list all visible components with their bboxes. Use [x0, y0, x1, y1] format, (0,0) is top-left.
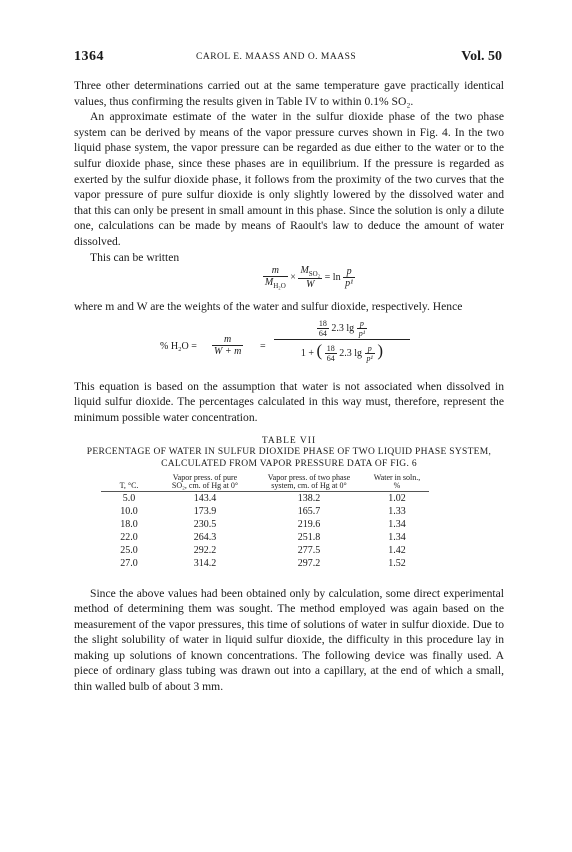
table-row [101, 505, 429, 518]
eq2-big-fraction [274, 319, 410, 363]
fraction-m-over-mh2o [263, 265, 288, 290]
eq2-den-p: p [365, 344, 375, 354]
raoult-equation [114, 265, 504, 299]
column-header: Vapor press. of two phase system, cm. of Hg at 0° [267, 472, 351, 490]
table-caption-line2: CALCULATED FROM VAPOR PRESSURE DATA OF FIG. 6 [161, 459, 417, 469]
eq2-wm: W + m [214, 345, 242, 357]
eq2-lhs: % H₂O = [160, 340, 197, 352]
table-cell: 1.34 [388, 518, 406, 530]
table-cell: 277.5 [297, 544, 321, 556]
eq2-num-64: 64 [318, 328, 327, 338]
table-caption-line1: PERCENTAGE OF WATER IN SULFUR DIOXIDE PHASE OF TWO LIQUID PHASE SYSTEM, [86, 446, 492, 457]
table-cell: 173.9 [193, 505, 217, 517]
fraction-p-over-p1 [343, 266, 355, 289]
eq2-numerator [274, 319, 410, 340]
table-cell: 165.7 [297, 505, 321, 517]
table-cell: 27.0 [120, 557, 138, 569]
table-cell: 1.02 [388, 492, 406, 504]
eq1-p: p [343, 266, 355, 278]
table-cell: 5.0 [122, 492, 136, 504]
eq1-w: W [306, 279, 315, 291]
fraction-m-over-wm [212, 334, 243, 357]
eq2-num-p1: p¹ [358, 328, 366, 338]
table-cell: 10.0 [120, 505, 138, 517]
eq2-num-18: 18 [318, 318, 327, 328]
page-number: 1364 [74, 49, 104, 64]
table-row [101, 531, 429, 544]
fraction-mso2-over-w [298, 265, 322, 290]
table-cell: 18.0 [120, 518, 138, 530]
table-cell: 22.0 [120, 531, 138, 543]
paragraph-6: Since the above values had been obtained only by calculation, some direct experimental method of determining them was sought. The method employed was again based on the measurement of the vapor pressures, this time of solutions of water in sulfur dioxide. Due to the slight solubility of water in liquid sulfur dioxide, the difficulty in this procedure lay in making up solutions of known concentrations. The following device was finally used. A piece of ordinary glass tubing was drawn out into a capillary, at the end of which a small, thin walled bulb of about 3 mm. [74, 586, 504, 694]
volume-label: Vol. 50 [461, 49, 502, 64]
paragraph-3: This can be written [90, 250, 180, 264]
eq1-mh2o: $M_{H_2O}$ [264, 277, 286, 291]
eq2-den-p1: p¹ [366, 353, 373, 363]
column-header: T, °C. [119, 481, 139, 490]
eq2-num-p: p [357, 319, 367, 329]
paragraph-5: This equation is based on the assumption that water is not associated when dissolved in liquid sulfur dioxide. The percentages calculated in this way must, therefore, represent the minimum possible water concentration. [74, 379, 504, 424]
eq2-den-lg: 2.3 lg [339, 347, 362, 359]
table-cell: 1.34 [388, 531, 406, 543]
table-cell: 138.2 [297, 492, 321, 504]
table-cell: 292.2 [193, 544, 217, 556]
water-percentage-equation [74, 317, 504, 379]
eq1-times: × [290, 271, 296, 283]
table-cell: 264.3 [193, 531, 217, 543]
running-header [74, 49, 502, 71]
table-cell: 251.8 [297, 531, 321, 543]
column-header: Water in soln., % [373, 472, 421, 490]
eq1-equals-ln: = ln [324, 271, 341, 283]
column-header: Vapor press. of pure SO₂, cm. of Hg at 0° [171, 472, 239, 490]
table-title: TABLE VII [261, 435, 317, 446]
paragraph-1: Three other determinations carried out at the same temperature gave practically identical values, thus confirming the results given in Table IV to within 0.1% SO₂. [74, 79, 504, 108]
table-cell: 219.6 [297, 518, 321, 530]
eq2-denominator: 1 + ( $\frac{18}{64}$ 2.3 lg $\frac{p}{\text{p¹}}$ ) [300, 340, 384, 363]
table-cell: 1.52 [388, 557, 406, 569]
table-cell: 143.4 [193, 492, 217, 504]
eq1-p1: p¹ [345, 278, 354, 290]
running-authors: CAROL E. MAASS AND O. MAASS [196, 52, 357, 62]
table-cell: 297.2 [297, 557, 321, 569]
eq1-mso2: $M_{SO_2}$ [300, 265, 321, 279]
table-cell: 1.33 [388, 505, 406, 517]
table-header-row [101, 474, 429, 492]
table-row [101, 491, 429, 505]
article-body [74, 78, 504, 695]
paragraph-2: An approximate estimate of the water in the sulfur dioxide phase of the two phase system can be derived by means of the vapor pressure curves shown in Fig. 4. In the two liquid phase system, the vapor pressure can be regarded as due either to the water or to the sulfur dioxide phase, since these phases are in equilibrium. If the pressure is regarded as exerted by the sulfur dioxide phase, it follows from the proximity of the two curves that the vapor pressure of pure sulfur dioxide is only slightly lowered by the dissolved water and that this can only be present in small amount in this phase. Since the solution is only a dilute one, calculations can be made by means of Raoult's law to deduce the amount of water dissolved. [74, 110, 504, 248]
eq2-den-one-plus: 1 + [300, 347, 315, 359]
eq2-num-lg: 2.3 lg [331, 322, 355, 334]
table-row [101, 557, 429, 570]
data-table [101, 474, 429, 570]
table-row [101, 544, 429, 557]
table-row [101, 518, 429, 531]
eq2-equals: = [260, 340, 266, 352]
eq1-m: m [263, 265, 288, 277]
eq2-den-64: 64 [326, 353, 335, 363]
table-cell: 1.42 [388, 544, 406, 556]
table-caption [64, 446, 514, 471]
eq2-den-18: 18 [326, 343, 335, 353]
table-cell: 230.5 [193, 518, 217, 530]
table-cell: 314.2 [193, 557, 217, 569]
eq2-m: m [212, 334, 243, 346]
paragraph-4: where m and W are the weights of the water and sulfur dioxide, respectively. Hence [74, 300, 463, 314]
table-cell: 25.0 [120, 544, 138, 556]
